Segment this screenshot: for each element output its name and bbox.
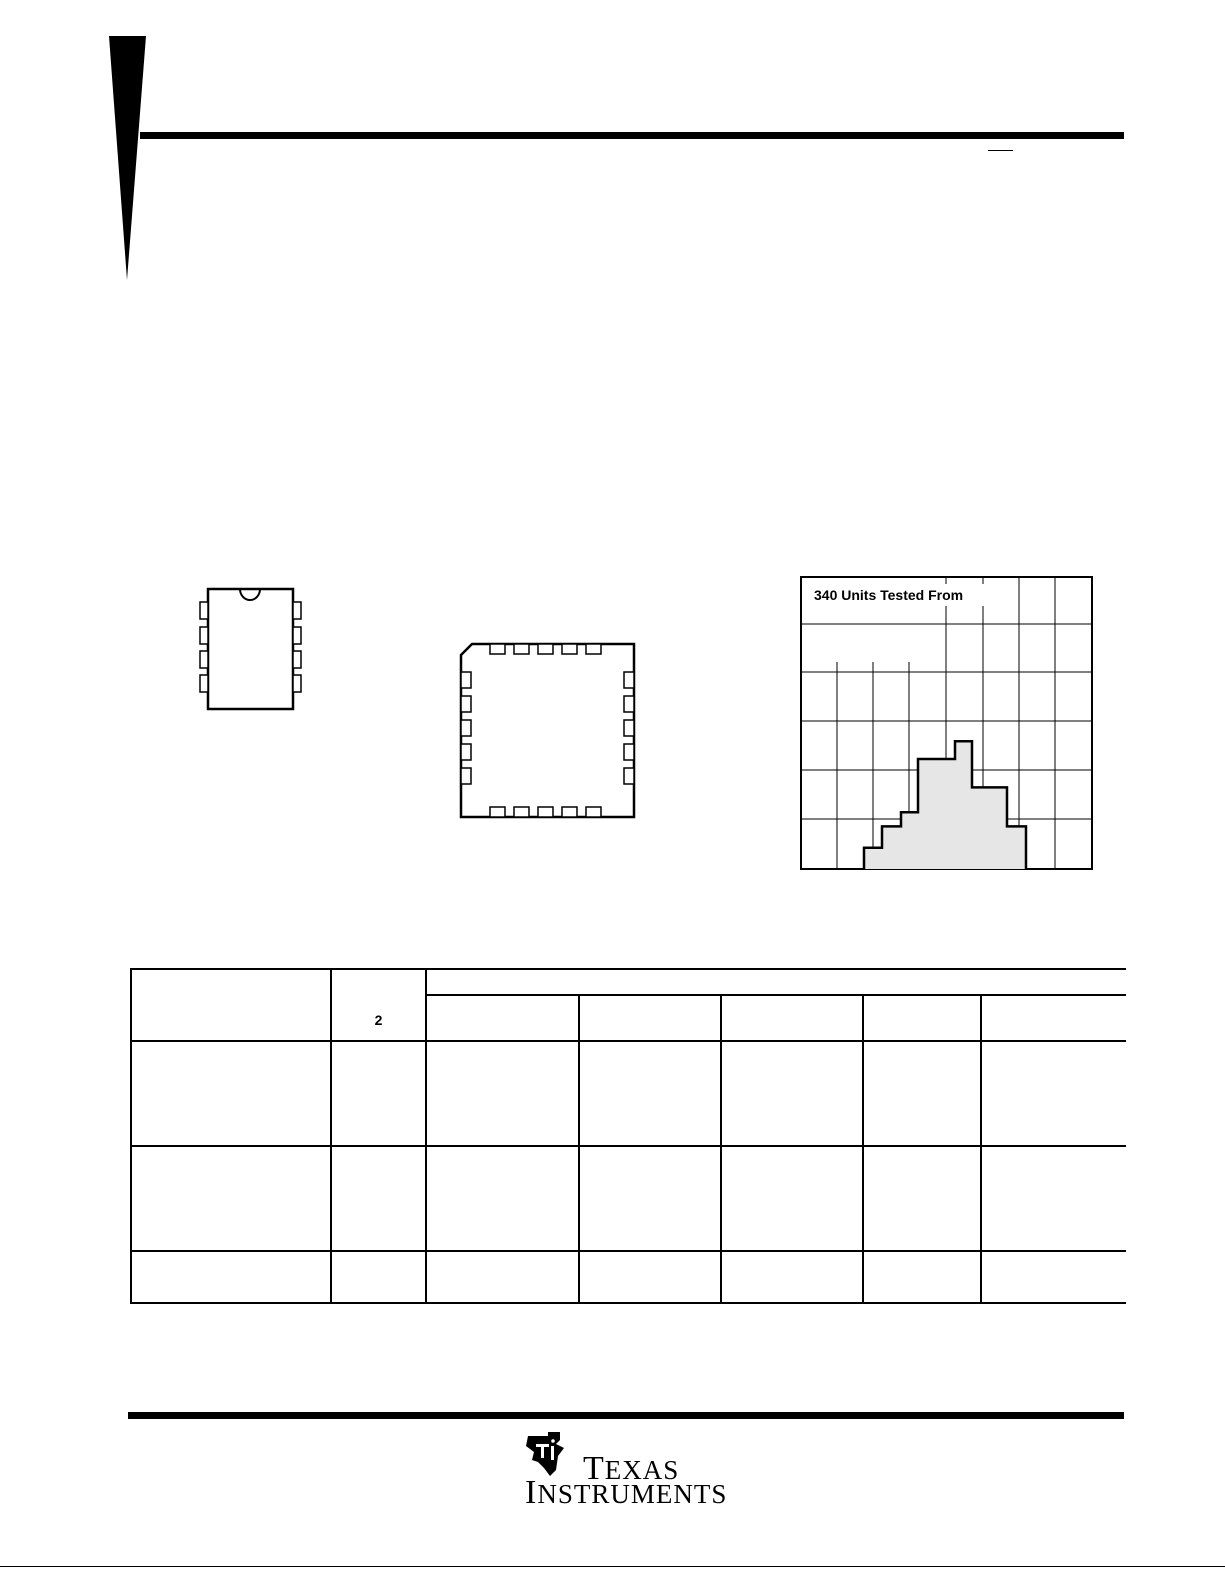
brand-wordmark-line-2: INSTRUMENTS xyxy=(525,1474,728,1511)
dip-pin xyxy=(200,651,208,668)
table-row xyxy=(131,1041,1126,1146)
table-cell xyxy=(131,1041,331,1146)
table-cell xyxy=(981,1041,1126,1146)
table-cell xyxy=(579,1041,721,1146)
dip-pin xyxy=(293,675,301,692)
table-header-cell xyxy=(721,995,863,1041)
dip-pin xyxy=(200,675,208,692)
table-cell xyxy=(863,1251,981,1303)
dip-pin xyxy=(200,602,208,619)
table-header-cell xyxy=(863,995,981,1041)
brand-text-2: NSTRUMENTS xyxy=(537,1479,728,1509)
table-header-cell xyxy=(131,969,331,1041)
table-header-cell xyxy=(579,995,721,1041)
data-table xyxy=(130,968,1126,1304)
dip-pin xyxy=(293,627,301,644)
table-group-header xyxy=(426,969,1126,995)
header-overbar xyxy=(988,150,1013,151)
table-header-cell xyxy=(426,995,579,1041)
table-cell xyxy=(426,1041,579,1146)
dip-pin xyxy=(293,651,301,668)
table-header-cell xyxy=(981,995,1126,1041)
header-rule xyxy=(140,132,1124,139)
table-cell xyxy=(426,1146,579,1251)
section-wedge xyxy=(0,0,160,290)
table-cell xyxy=(131,1146,331,1251)
table-cell xyxy=(981,1251,1126,1303)
table-cell xyxy=(331,1251,426,1303)
brand-wordmark-line-1: TEXAS xyxy=(583,1450,680,1487)
table-cell xyxy=(426,1251,579,1303)
brand-text-1: EXAS xyxy=(604,1455,680,1485)
page-bottom-line xyxy=(0,1566,1225,1567)
table-cell xyxy=(331,1041,426,1146)
histogram-chart xyxy=(798,574,1096,872)
table-cell xyxy=(331,1146,426,1251)
table-cell xyxy=(579,1146,721,1251)
table-cell xyxy=(721,1251,863,1303)
table-row xyxy=(131,1146,1126,1251)
chart-title: 340 Units Tested From xyxy=(814,587,964,603)
header-value: 2 xyxy=(374,1012,383,1028)
ti-logo-icon xyxy=(520,1430,580,1480)
table-cell xyxy=(131,1251,331,1303)
table-cell xyxy=(863,1041,981,1146)
table-cell xyxy=(721,1146,863,1251)
table-cell xyxy=(981,1146,1126,1251)
table-cell xyxy=(579,1251,721,1303)
table-cell xyxy=(863,1146,981,1251)
table-row xyxy=(131,1251,1126,1303)
table-header-cell xyxy=(331,969,426,1041)
dip-package-diagram xyxy=(196,585,308,713)
footer-rule xyxy=(128,1412,1124,1419)
table-cell xyxy=(721,1041,863,1146)
fk-package-diagram xyxy=(457,640,639,824)
dip-pin xyxy=(200,627,208,644)
dip-pin xyxy=(293,602,301,619)
